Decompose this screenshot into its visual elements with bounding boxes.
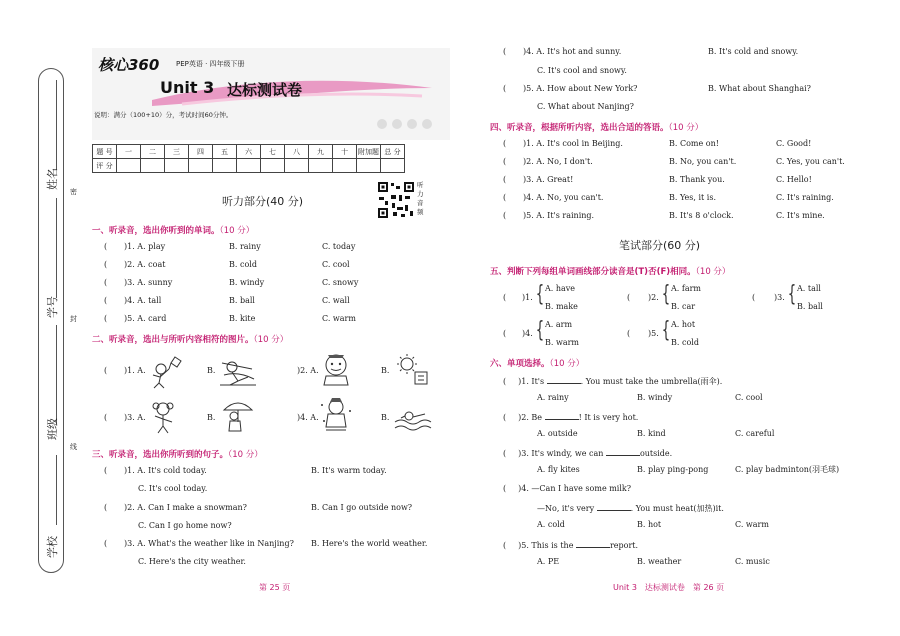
score-input-cell[interactable] [357,159,381,173]
section-4-points: （10 分） [668,123,704,133]
answer-blank[interactable] [606,447,640,456]
swimming-picture-icon[interactable] [393,402,433,436]
option-a: )2. A. No, I don't. [523,157,593,166]
option-b: B. cold [229,260,257,269]
question-text: report. [609,541,639,550]
option-b: B. Can I go outside now? [311,503,413,512]
score-input-cell[interactable] [333,159,357,173]
option-a: A. fly kites [537,465,580,474]
section-5-title [490,265,730,277]
word-a: A. hot [671,320,696,329]
option-c: C. Can I go home now? [138,521,232,530]
answer-paren[interactable]: ( [503,157,507,166]
class-label: 班级 [46,418,59,440]
score-cell: 六 [237,145,261,159]
qr-code-icon[interactable] [377,181,415,219]
score-input-cell[interactable] [117,159,141,173]
option-b: B. play ping-pong [637,465,709,474]
section-4-text: 四、听录音，根据所听内容，选出合适的答语。 [490,123,669,133]
score-cell: 九 [309,145,333,159]
word-b: B. warm [545,338,579,347]
answer-blank[interactable] [547,375,581,384]
option-b: B. Come on! [669,139,719,148]
option-a: A. outside [537,429,578,438]
question-text: outside. [639,449,673,458]
unit-title: Unit 3 [160,78,215,97]
answer-paren[interactable]: ( [104,503,108,512]
score-input-cell[interactable] [165,159,189,173]
picture-label: B. [207,413,216,422]
snowy-boy-picture-icon[interactable] [316,397,356,431]
answer-paren[interactable]: ( [503,84,507,93]
section-6-text: 六、单项选择。 [490,359,550,369]
option-c: C. cool [322,260,350,269]
picture-label: B. [207,366,216,375]
binding-line [56,198,57,298]
option-a: )4. A. tall [124,296,162,305]
school-label: 学校 [46,536,59,558]
answer-paren[interactable]: ( [503,175,507,184]
option-a: A. rainy [537,393,569,402]
answer-paren[interactable]: ( [104,366,108,375]
score-cell: 五 [213,145,237,159]
option-b: B. ball [229,296,255,305]
question-line [503,484,631,494]
option-a: )1. A. It's cold today. [124,466,207,475]
answer-paren[interactable]: ( [104,539,108,548]
test-title: 达标测试卷 [227,81,303,99]
section-3-text: 三、听录音，选出你所听到的句子。 [92,450,229,460]
score-input-cell[interactable] [237,159,261,173]
child-umbrella-picture-icon[interactable] [218,398,258,432]
item-number: )5. [648,329,659,338]
item-number: )3. [774,293,785,302]
qr-label: 听力音频 [417,181,424,216]
binding-line [56,80,57,170]
option-c: C. play badminton(羽毛球) [735,465,840,474]
section-1-points: （10 分） [219,226,255,236]
option-c: C. What about Nanjing? [537,102,634,111]
option-a: )5. A. How about New York? [523,84,638,93]
option-c: C. snowy [322,278,359,287]
kite-flying-picture-icon[interactable] [145,355,185,389]
option-c: C. music [735,557,770,566]
answer-paren[interactable]: ( [104,466,108,475]
binding-line [56,325,57,425]
word-a: A. tall [797,284,821,293]
question-line [537,502,724,514]
picture-label: B. [381,366,390,375]
option-b: B. Here's the world weather. [311,539,428,548]
score-cell: 三 [165,145,189,159]
section-4-title [490,121,703,133]
score-cell: 附加题 [357,145,381,159]
answer-paren[interactable]: ( [104,413,108,422]
option-a: )3. A. What's the weather like in Nanjing? [124,539,294,548]
option-b: B. Yes, it is. [669,193,716,202]
answer-paren[interactable]: ( [503,377,507,386]
item-number: )4. [522,329,533,338]
answer-paren[interactable]: ( [503,449,507,458]
word-b: B. car [671,302,696,311]
score-cell: 四 [189,145,213,159]
option-c: C. warm [735,520,769,529]
question-text: ! It is very hot. [578,413,639,422]
picture-label: )4. A. [297,413,319,422]
score-input-cell[interactable] [309,159,333,173]
option-c: C. cool [735,393,763,402]
option-c: C. Hello! [776,175,812,184]
score-cell: 评 分 [93,159,117,173]
option-b: B. kind [637,429,666,438]
item-number: )1. [522,293,533,302]
option-c: C. It's cool and snowy. [537,66,627,75]
seal-char: 线 [70,443,77,451]
option-c: C. It's raining. [776,193,834,202]
brace-icon: { [661,282,671,307]
word-b: B. make [545,302,578,311]
option-a: )1. A. It's cool in Beijing. [523,139,623,148]
answer-paren[interactable]: ( [503,139,507,148]
score-table-score-row [93,159,405,173]
section-2-title [92,333,288,345]
option-b: B. It's 8 o'clock. [669,211,734,220]
answer-blank[interactable] [576,539,610,548]
binding-line [56,455,57,525]
option-c: C. It's mine. [776,211,825,220]
score-input-cell[interactable] [285,159,309,173]
answer-paren[interactable]: ( [104,242,108,251]
binding-border [38,68,64,573]
option-b: B. kite [229,314,256,323]
question-text: )1. It's [518,377,545,386]
answer-paren[interactable]: ( [104,278,108,287]
option-b: B. Thank you. [669,175,725,184]
question-text: )5. This is the [518,541,574,550]
option-b: B. windy [637,393,673,402]
score-cell: 二 [141,145,165,159]
answer-paren[interactable]: ( [503,413,507,422]
right-page-number: Unit 3 达标测试卷 第 26 页 [613,583,725,592]
test-note: 说明：满分（100+10）分，考试时间60分钟。 [94,111,233,119]
writing-part-title: 笔试部分(60 分) [619,239,701,252]
score-cell: 题 号 [93,145,117,159]
brace-icon: { [787,282,797,307]
option-b: B. It's warm today. [311,466,387,475]
word-b: B. cold [671,338,699,347]
series-label: PEP英语 · 四年级下册 [176,60,245,68]
picture-label: )3. A. [124,413,146,422]
section-2-points: （10 分） [253,335,289,345]
brace-icon: { [535,282,545,307]
section-6-points: （10 分） [549,359,585,369]
answer-paren[interactable]: ( [503,541,507,550]
question-line [503,539,638,551]
brace-icon: { [661,318,671,343]
score-cell: 十 [333,145,357,159]
section-6-title [490,357,584,369]
score-input-cell[interactable] [381,159,405,173]
snowman-picture-icon[interactable] [218,355,258,389]
score-input-cell[interactable] [213,159,237,173]
score-table-header-row [93,145,405,159]
picture-label: )1. A. [124,366,146,375]
option-b: B. No, you can't. [669,157,737,166]
answer-paren[interactable]: ( [503,293,507,302]
option-b: B. It's cold and snowy. [708,47,799,56]
score-input-cell[interactable] [141,159,165,173]
score-cell: 七 [261,145,285,159]
question-line [503,447,672,459]
word-a: A. arm [545,320,573,329]
word-a: A. farm [671,284,702,293]
answer-paren[interactable]: ( [503,211,507,220]
sunny-weather-picture-icon[interactable] [393,352,433,386]
option-c: C. wall [322,296,350,305]
picture-label: B. [381,413,390,422]
answer-paren[interactable]: ( [104,314,108,323]
question-text: )3. It's windy, we can [518,449,604,458]
picture-label: )2. A. [297,366,319,375]
answer-paren[interactable]: ( [104,296,108,305]
brand-logo: 核心360 [98,56,160,74]
option-a: )4. A. It's hot and sunny. [523,47,622,56]
option-c: C. Yes, you can't. [776,157,845,166]
option-c: C. warm [322,314,356,323]
option-c: C. Here's the city weather. [138,557,246,566]
answer-blank[interactable] [545,411,579,420]
score-input-cell[interactable] [261,159,285,173]
section-5-points: （10 分） [695,267,731,277]
score-input-cell[interactable] [189,159,213,173]
section-3-points: （10 分） [228,450,263,460]
option-b: B. windy [229,278,265,287]
left-page-number: 第 25 页 [259,583,291,592]
question-text: )4. —Can I have some milk? [518,484,632,493]
child-cold-picture-icon[interactable] [316,352,356,386]
answer-paren[interactable]: ( [503,329,507,338]
answer-paren[interactable]: ( [627,293,631,302]
option-c: C. today [322,242,356,251]
option-a: A. cold [537,520,565,529]
answer-blank[interactable] [597,502,631,511]
girl-warm-picture-icon[interactable] [145,400,185,434]
option-a: )3. A. Great! [523,175,574,184]
name-label: 姓名 [46,168,59,190]
option-a: )1. A. play [124,242,166,251]
item-number: )2. [648,293,659,302]
question-text: . You must heat(加热)it. [630,504,724,513]
option-a: )2. A. Can I make a snowman? [124,503,247,512]
option-a: )3. A. sunny [124,278,173,287]
listening-part-title: 听力部分(40 分) [222,195,304,208]
question-text: . You must take the umbrella(雨伞). [580,377,723,386]
option-c: C. It's cool today. [138,484,208,493]
question-line [503,375,722,387]
word-a: A. have [545,284,576,293]
test-header [92,48,450,140]
section-1-text: 一、听录音，选出你听到的单词。 [92,226,220,236]
option-b: B. What about Shanghai? [708,84,811,93]
section-1-title [92,224,254,236]
question-line [503,411,638,423]
seal-char: 密 [70,188,77,196]
option-b: B. rainy [229,242,261,251]
seal-char: 封 [70,315,77,323]
section-3-title [92,448,263,460]
option-a: )4. A. No, you can't. [523,193,604,202]
section-5-text: 五、判断下列每组单词画线部分读音是(T)否(F)相同。 [490,267,696,277]
score-cell: 一 [117,145,141,159]
option-b: B. hot [637,520,662,529]
option-a: A. PE [537,557,560,566]
option-a: )2. A. coat [124,260,166,269]
answer-paren[interactable]: ( [752,293,756,302]
question-text: —No, it's very [537,504,595,513]
answer-paren[interactable]: ( [503,47,507,56]
option-c: C. careful [735,429,775,438]
score-table [92,144,405,173]
word-b: B. ball [797,302,823,311]
student-number-label: 学号 [46,296,59,318]
question-text: )2. Be [518,413,543,422]
option-c: C. Good! [776,139,812,148]
section-2-text: 二、听录音，选出与所听内容相符的图片。 [92,335,254,345]
option-b: B. weather [637,557,682,566]
answer-paren[interactable]: ( [503,484,507,493]
answer-paren[interactable]: ( [503,193,507,202]
option-a: )5. A. card [124,314,167,323]
score-cell: 八 [285,145,309,159]
brace-icon: { [535,318,545,343]
answer-paren[interactable]: ( [627,329,631,338]
option-a: )5. A. It's raining. [523,211,595,220]
answer-paren[interactable]: ( [104,260,108,269]
score-cell: 总 分 [381,145,405,159]
